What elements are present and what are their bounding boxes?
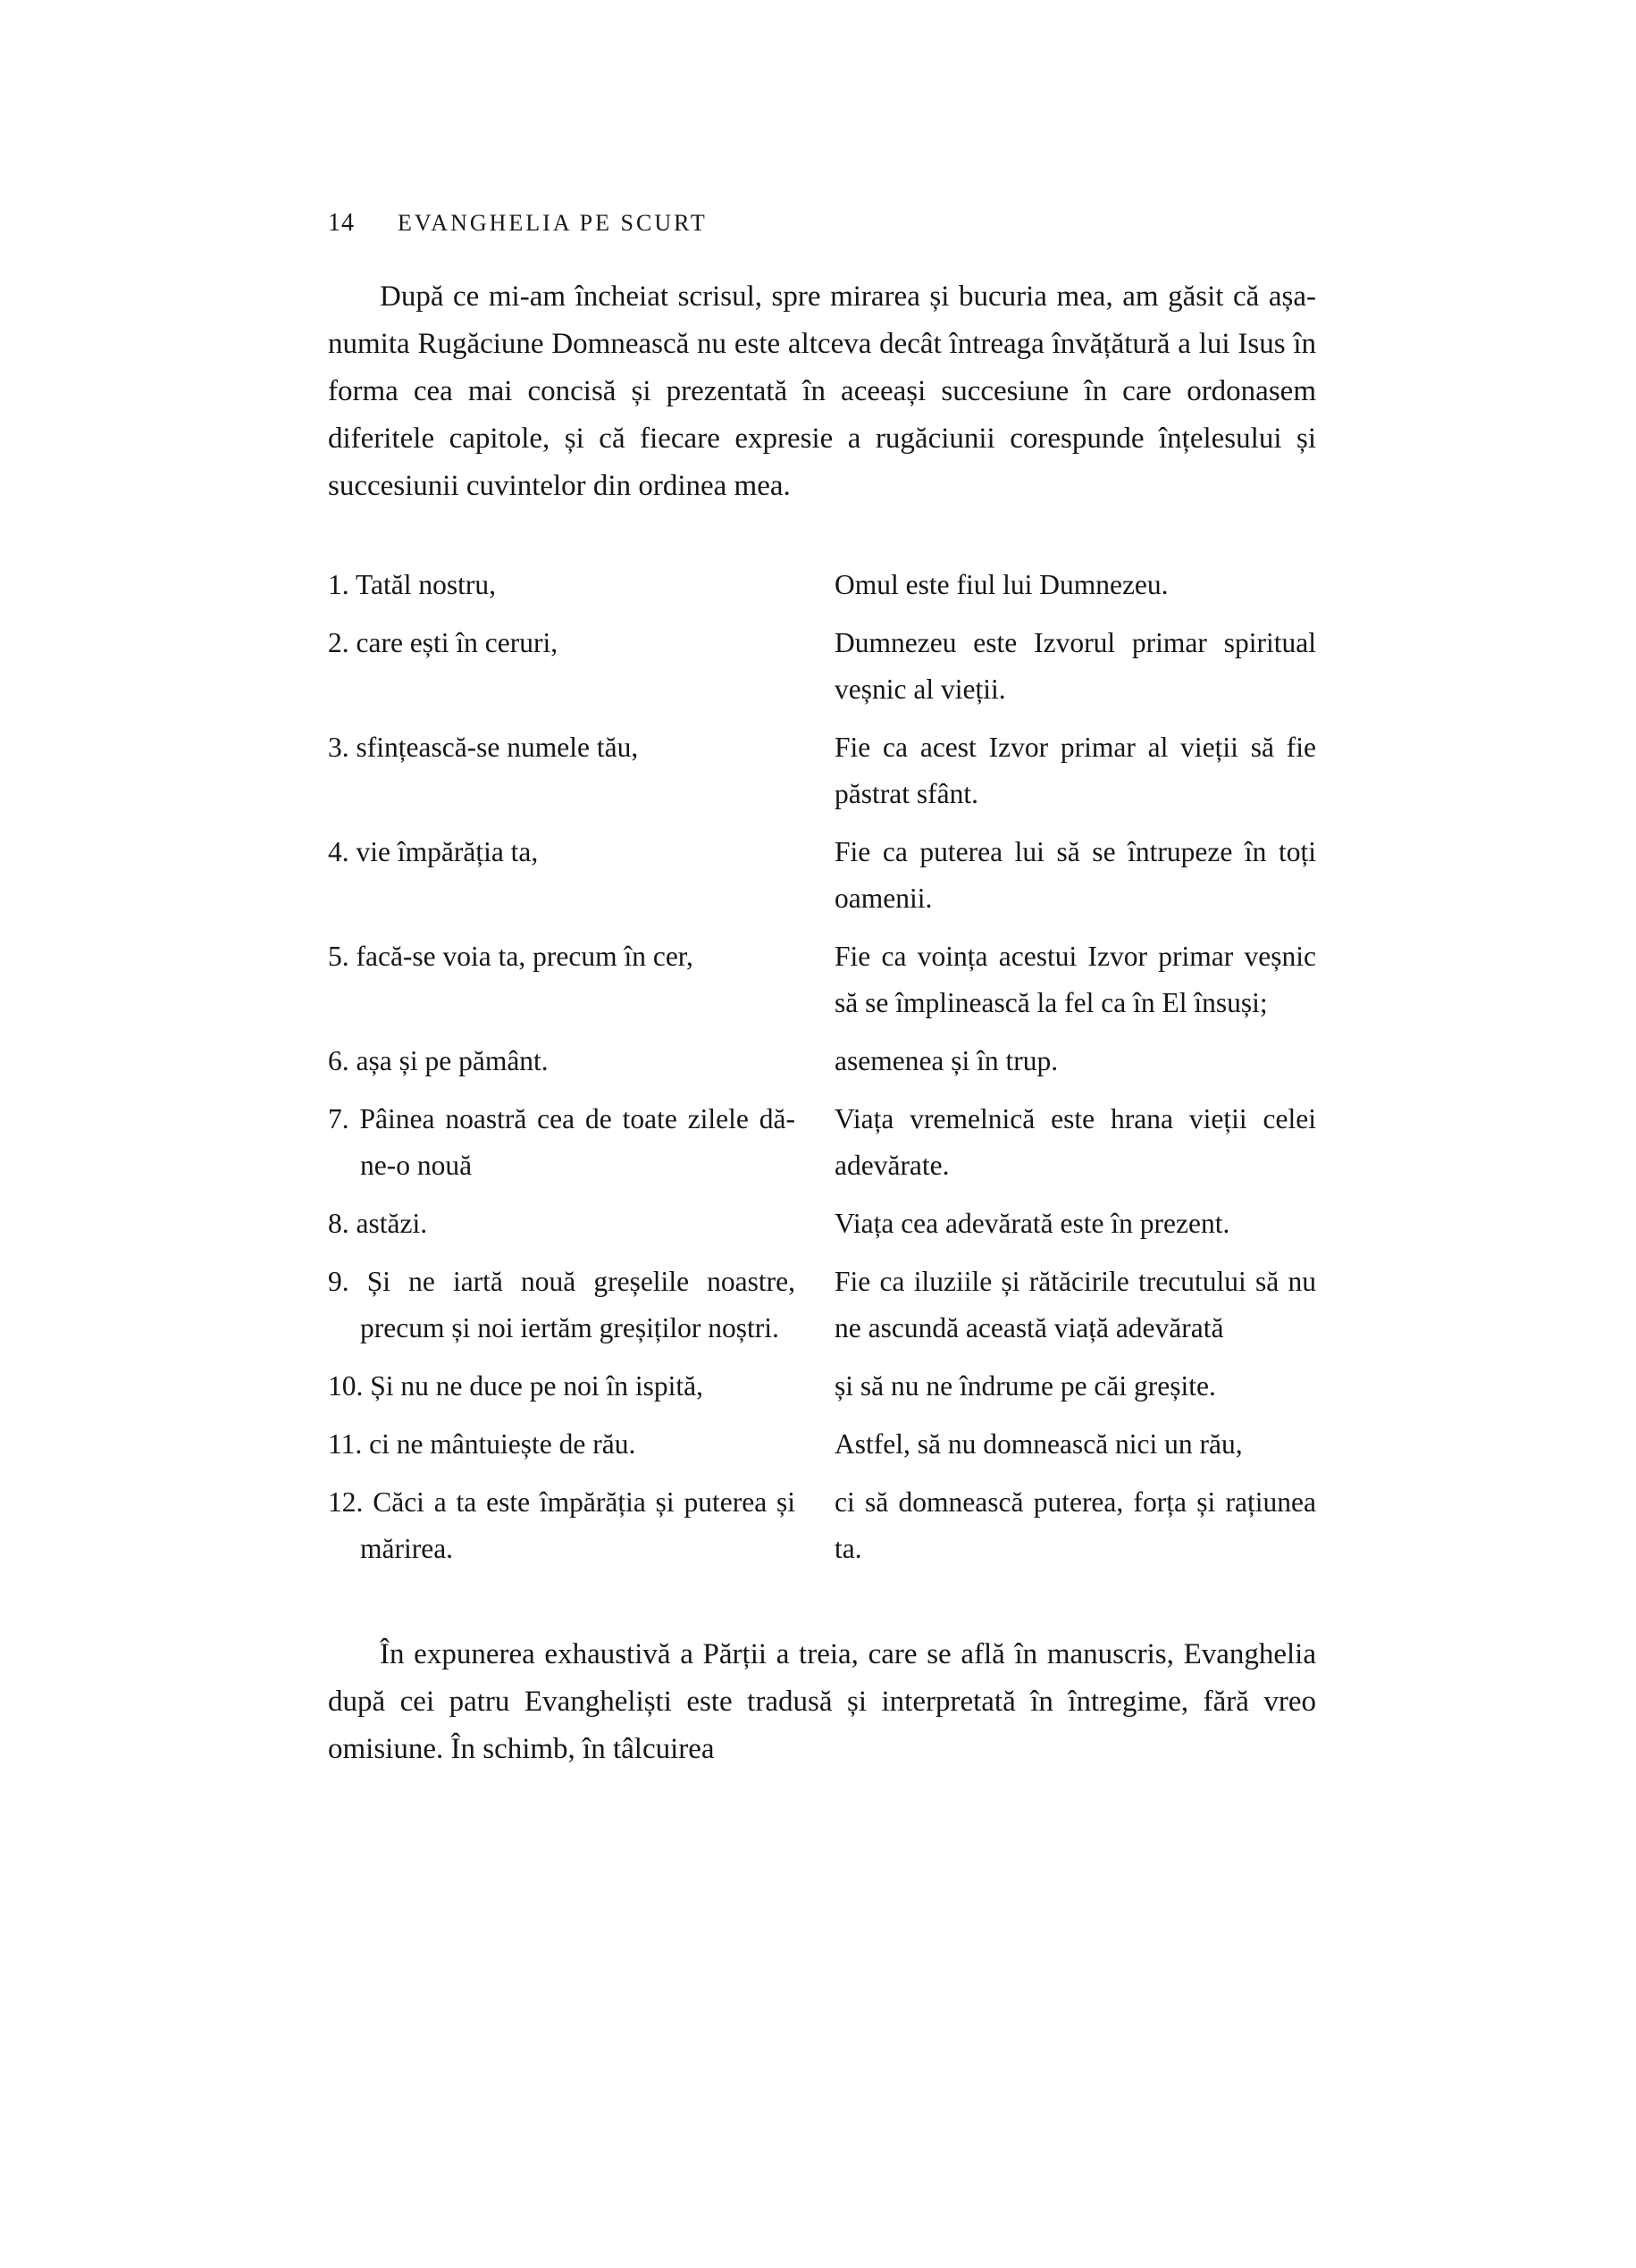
prayer-line-text: care ești în ceruri, (356, 627, 558, 658)
prayer-interpretation: Fie ca acest Izvor primar al vieții să fie păstrat sfânt. (835, 732, 1316, 809)
prayer-line-number: 10. (328, 1370, 371, 1402)
prayer-line (328, 933, 795, 980)
prayer-interpretation: asemenea și în trup. (835, 1045, 1059, 1076)
prayer-line-text: Tatăl nostru, (355, 569, 496, 600)
prayer-row (328, 1421, 1316, 1468)
prayer-row (328, 1096, 1316, 1189)
page-number: 14 (328, 209, 355, 237)
prayer-row (328, 1259, 1316, 1352)
prayer-table (328, 562, 1316, 1572)
prayer-line (328, 1421, 795, 1468)
running-title: EVANGHELIA PE SCURT (398, 210, 708, 236)
closing-paragraph: În expunerea exhaustivă a Părții a treia, care se află în manuscris, Evanghelia după cei patru Evangheliști este tradusă și interpretată în întregime, fără vreo omisiune. În schimb, în tâlcuirea (328, 1638, 1316, 1765)
prayer-line-number: 7. (328, 1103, 360, 1134)
prayer-row (328, 1479, 1316, 1572)
prayer-interpretation: Dumnezeu este Izvorul primar spiritual veșnic al vieții. (835, 627, 1316, 705)
prayer-line-text: Și nu ne duce pe noi în ispită, (370, 1370, 703, 1402)
prayer-line (328, 829, 795, 875)
prayer-row (328, 724, 1316, 817)
prayer-interpretation: ci să domnească puterea, forța și rațiunea ta. (835, 1486, 1316, 1564)
prayer-line-text: Și ne iartă nouă greșelile noastre, precum și noi iertăm greșiților noștri. (360, 1266, 795, 1343)
prayer-line-text: facă-se voia ta, precum în cer, (356, 941, 693, 972)
prayer-line-text: astăzi. (356, 1208, 428, 1239)
prayer-line-number: 8. (328, 1208, 357, 1239)
prayer-line (328, 1479, 795, 1572)
prayer-interpretation: Viața cea adevărată este în prezent. (835, 1208, 1230, 1239)
prayer-line (328, 1259, 795, 1352)
prayer-line-text: Căci a ta este împărăția și puterea și mărirea. (360, 1486, 796, 1564)
prayer-line (328, 1363, 795, 1410)
page-header (328, 209, 1316, 238)
prayer-line-number: 6. (328, 1045, 357, 1076)
prayer-line-text: așa și pe pământ. (356, 1045, 549, 1076)
prayer-line (328, 620, 795, 666)
prayer-row (328, 1201, 1316, 1247)
page-content (328, 209, 1316, 1773)
prayer-line-number: 11. (328, 1428, 370, 1460)
prayer-line (328, 1038, 795, 1084)
prayer-line-text: Pâinea noastră cea de toate zilele dă-ne-o nouă (359, 1103, 795, 1181)
prayer-line-number: 5. (328, 941, 357, 972)
prayer-row (328, 1038, 1316, 1084)
prayer-row (328, 620, 1316, 713)
prayer-row (328, 933, 1316, 1026)
prayer-interpretation: Omul este fiul lui Dumnezeu. (835, 569, 1169, 600)
prayer-line (328, 724, 795, 771)
prayer-interpretation: Fie ca puterea lui să se întrupeze în toți oamenii. (835, 836, 1316, 914)
prayer-line-text: sfințească-se numele tău, (356, 732, 639, 763)
prayer-line-number: 3. (328, 732, 357, 763)
prayer-line-text: vie împărăția ta, (356, 836, 539, 867)
prayer-line-number: 1. (328, 569, 356, 600)
prayer-line-text: ci ne mântuiește de rău. (369, 1428, 636, 1460)
prayer-line (328, 1096, 795, 1189)
intro-paragraph: După ce mi-am încheiat scrisul, spre mirarea și bucuria mea, am găsit că așa-numita Rugăciune Domnească nu este altceva decât întreaga învățătură a lui Isus în forma cea mai concisă și prezentată în aceeași succesiune în care ordonasem diferitele capitole, și că fiecare expresie a rugăciunii corespunde înțelesului și succesiunii cuvintelor din ordinea mea. (328, 280, 1316, 502)
prayer-interpretation: Fie ca iluziile și rătăcirile trecutului să nu ne ascundă această viață adevărată (835, 1266, 1316, 1343)
prayer-line-number: 9. (328, 1266, 367, 1297)
prayer-line (328, 1201, 795, 1247)
prayer-interpretation: Astfel, să nu domnească nici un rău, (835, 1428, 1243, 1460)
prayer-interpretation: și să nu ne îndrume pe căi greșite. (835, 1370, 1216, 1402)
prayer-row (328, 1363, 1316, 1410)
prayer-interpretation: Viața vremelnică este hrana vieții celei adevărate. (835, 1103, 1316, 1181)
prayer-row (328, 562, 1316, 608)
prayer-interpretation: Fie ca voința acestui Izvor primar veșnic să se împlinească la fel ca în El însuși; (835, 941, 1316, 1018)
prayer-line-number: 12. (328, 1486, 373, 1518)
prayer-row (328, 829, 1316, 922)
prayer-line-number: 4. (328, 836, 357, 867)
prayer-line-number: 2. (328, 627, 357, 658)
prayer-line (328, 562, 795, 608)
